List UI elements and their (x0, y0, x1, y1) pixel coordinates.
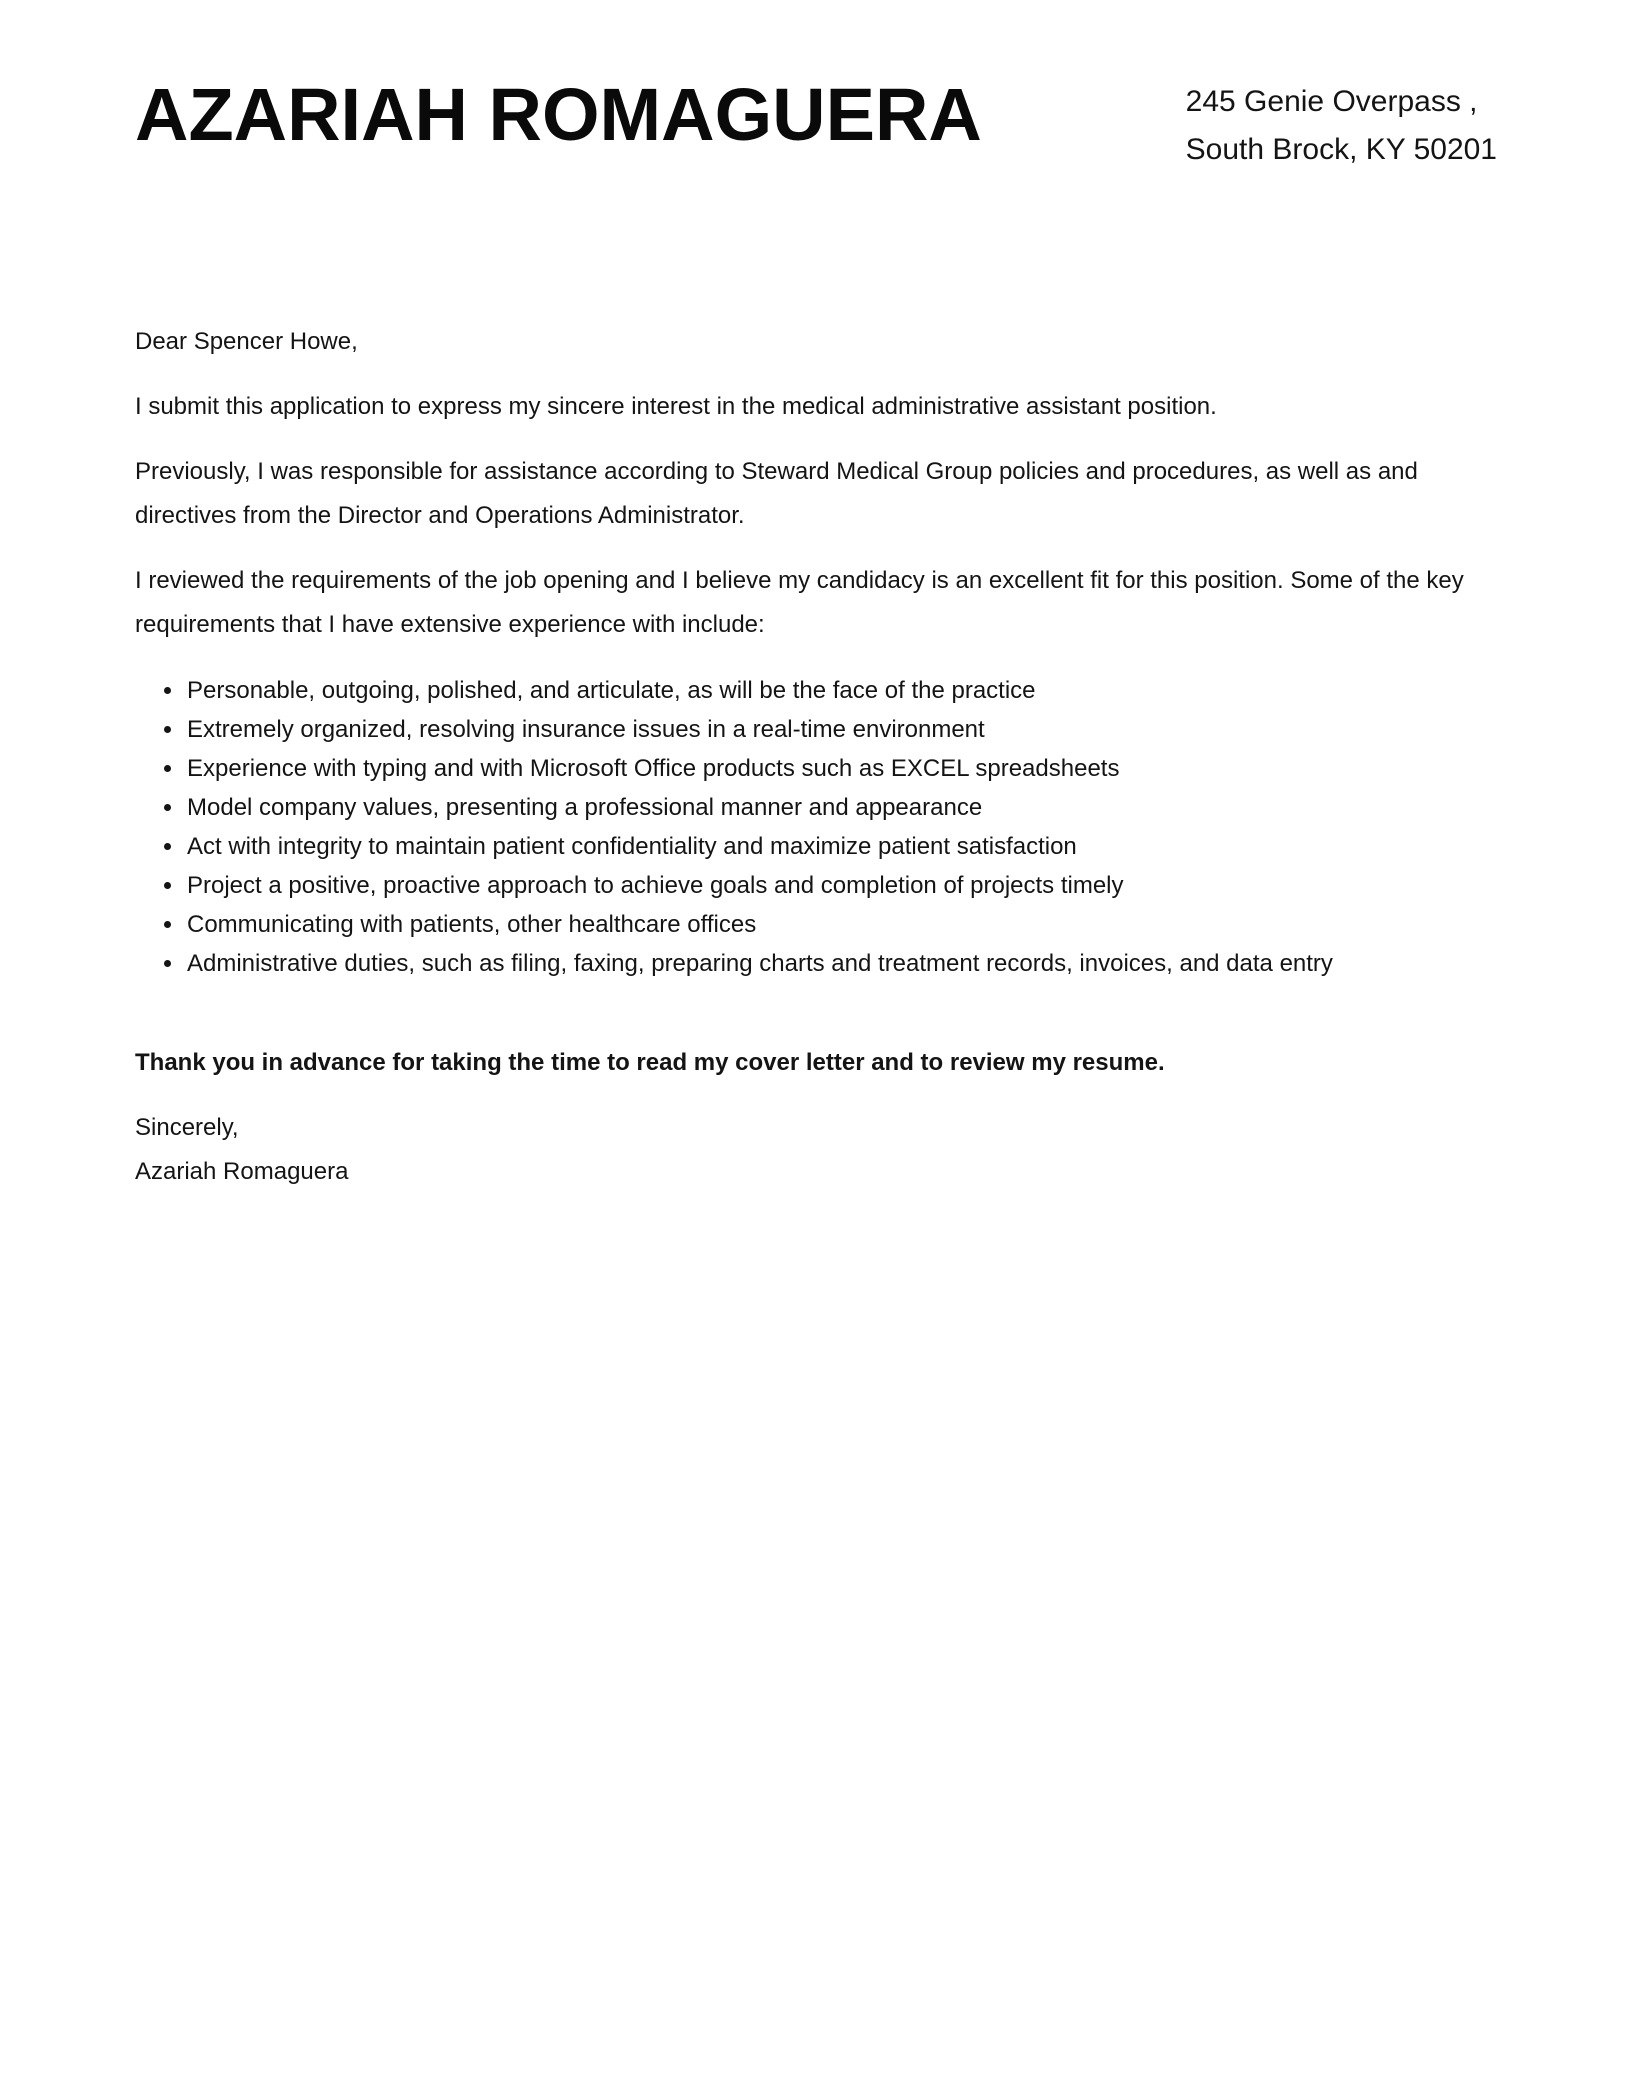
signoff-word: Sincerely, (135, 1114, 239, 1141)
list-item: • Project a positive, proactive approach to achieve goals and completion of projects timely (185, 866, 1497, 905)
address-line-1: 245 Genie Overpass , (1185, 85, 1478, 118)
paragraph-requirements-lead-in: I reviewed the requirements of the job opening and I believe my candidacy is an excellent fit for this position. Some of the key requirements that I have extensive experience with include: (135, 567, 1464, 638)
greeting: Dear Spencer Howe, (135, 328, 358, 355)
address-line-2: South Brock, KY 50201 (1185, 133, 1497, 166)
list-item: • Model company values, presenting a professional manner and appearance (185, 788, 1497, 827)
list-item: • Experience with typing and with Microsoft Office products such as EXCEL spreadsheets (185, 749, 1497, 788)
list-item: • Act with integrity to maintain patient confidentiality and maximize patient satisfaction (185, 827, 1497, 866)
closing-statement: Thank you in advance for taking the time to read my cover letter and to review my resume. (135, 1049, 1165, 1076)
paragraph-intro: I submit this application to express my sincere interest in the medical administrative assistant position. (135, 393, 1217, 420)
list-item: • Communicating with patients, other healthcare offices (185, 905, 1497, 944)
applicant-address (1186, 78, 1497, 174)
list-item: • Personable, outgoing, polished, and articulate, as will be the face of the practice (185, 671, 1497, 710)
applicant-name: AZARIAH ROMAGUERA (135, 73, 982, 156)
paragraph-previous-experience: Previously, I was responsible for assistance according to Steward Medical Group policies and procedures, as well as and directives from the Director and Operations Administrator. (135, 458, 1418, 529)
list-item: • Extremely organized, resolving insurance issues in a real-time environment (185, 710, 1497, 749)
signature-name: Azariah Romaguera (135, 1158, 349, 1185)
requirements-list (135, 671, 1497, 983)
letter-body (135, 320, 1497, 1194)
signoff-block (135, 1106, 1497, 1194)
list-item: • Administrative duties, such as filing, faxing, preparing charts and treatment records, invoices, and data entry (185, 944, 1497, 983)
letter-header (135, 73, 1497, 174)
